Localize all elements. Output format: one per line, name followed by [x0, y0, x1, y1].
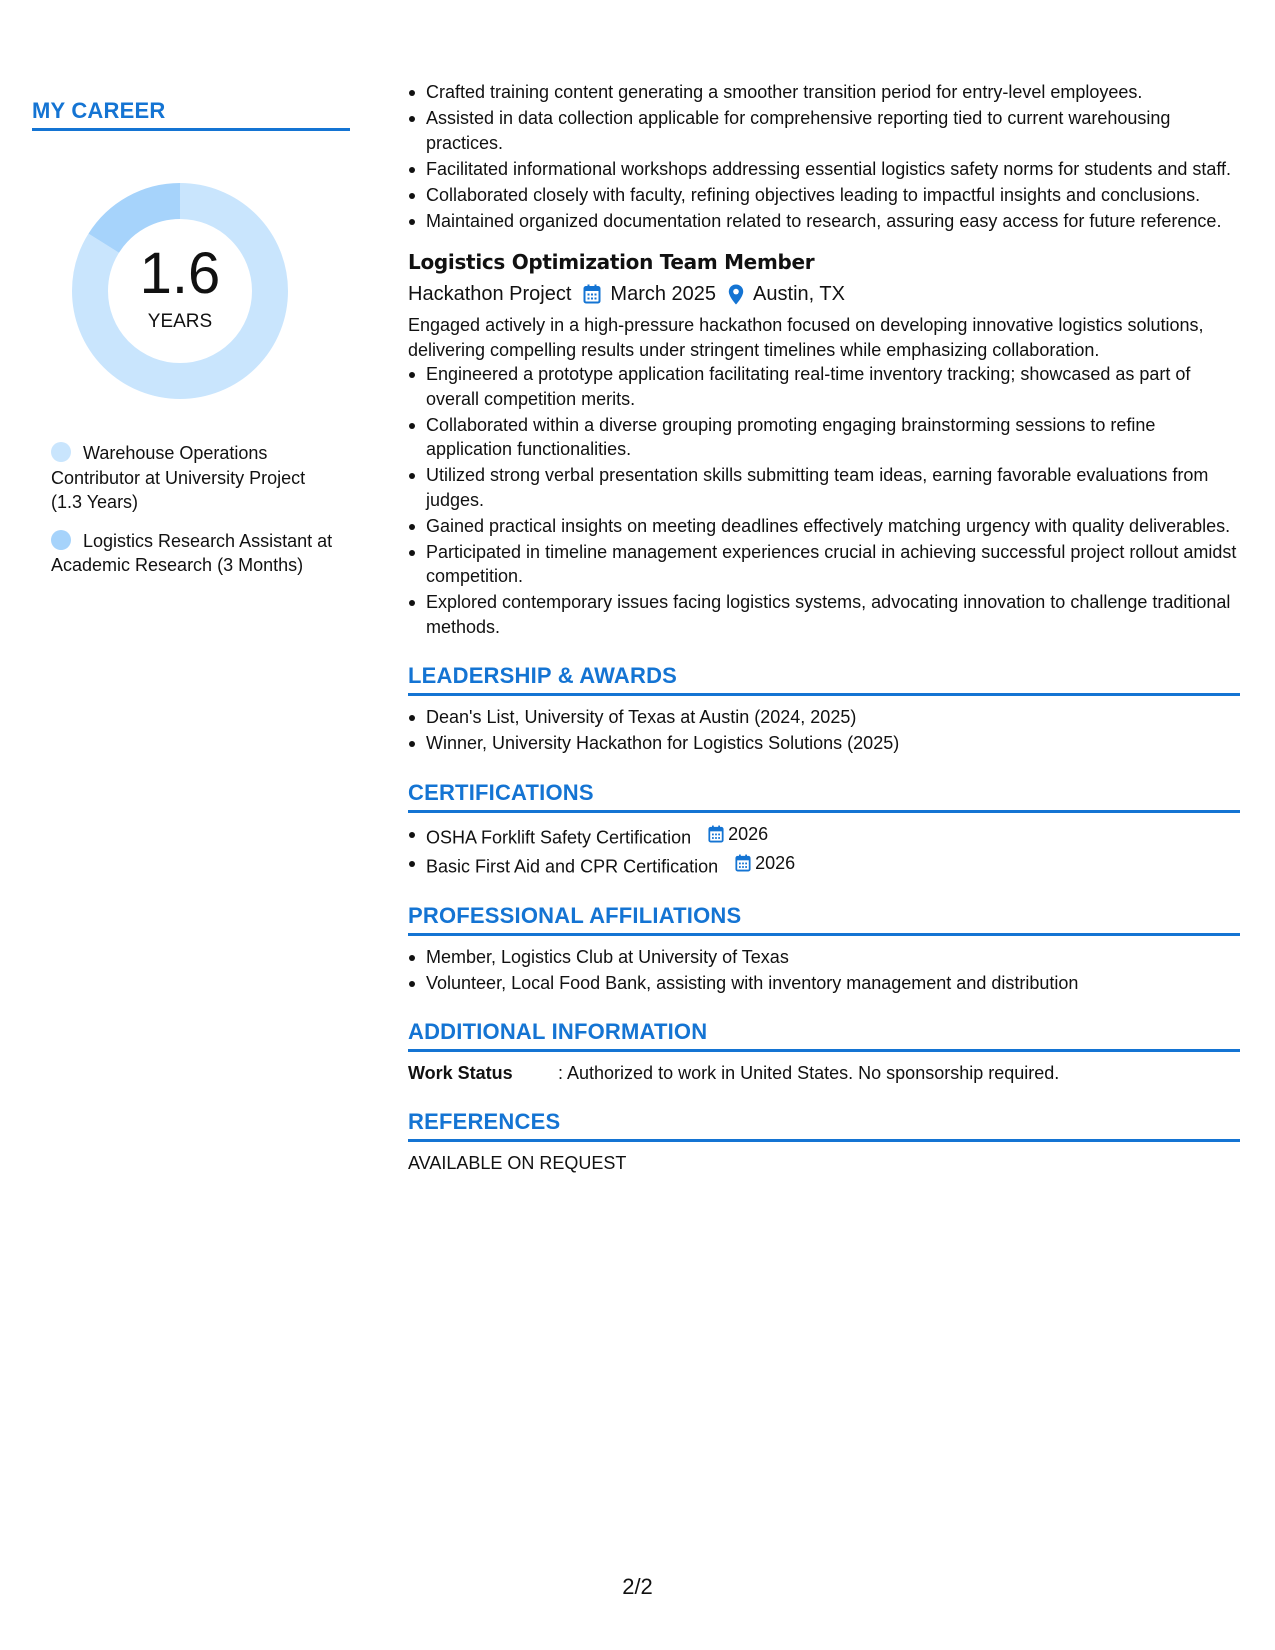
career-sidebar: [32, 98, 350, 592]
certifications-title: CERTIFICATIONS: [408, 780, 1240, 813]
legend-label: Warehouse Operations Contributor at University Project (1.3 Years): [51, 443, 306, 512]
job-location: Austin, TX: [753, 282, 845, 305]
additional-info-section: [408, 1019, 1240, 1085]
work-status-value: : Authorized to work in United States. No sponsorship required.: [558, 1063, 1060, 1083]
career-legend: [51, 441, 341, 578]
legend-item: [51, 529, 341, 578]
list-item: Utilized strong verbal presentation skills submitting team ideas, earning favorable evaluations from judges.: [408, 463, 1240, 512]
total-years-value: 1.6: [139, 241, 221, 306]
work-status-row: [408, 1061, 1240, 1085]
leadership-section: [408, 663, 1240, 756]
list-item: Explored contemporary issues facing logistics systems, advocating innovation to challenge traditional methods.: [408, 590, 1240, 639]
list-item: Volunteer, Local Food Bank, assisting with inventory management and distribution: [408, 971, 1240, 996]
main-content: [408, 80, 1240, 1175]
legend-dot: [51, 530, 71, 550]
cert-name: Basic First Aid and CPR Certification: [426, 856, 719, 876]
calendar-icon: [583, 284, 601, 304]
cert-year: 2026: [728, 823, 769, 844]
location-pin-icon: [728, 284, 744, 305]
certifications-section: [408, 780, 1240, 879]
job-company: Hackathon Project: [408, 282, 572, 305]
cert-name: OSHA Forklift Safety Certification: [426, 826, 692, 847]
references-text: AVAILABLE ON REQUEST: [408, 1153, 627, 1173]
page-number: 2/2: [622, 1574, 653, 1599]
list-item: Gained practical insights on meeting deadlines effectively matching urgency with quality deliverables.: [408, 514, 1240, 539]
calendar-icon: [708, 825, 724, 843]
job-description: Engaged actively in a high-pressure hackathon focused on developing innovative logistics solutions, delivering compelling results under stringent timelines while emphasizing collaboration.: [408, 315, 1204, 360]
references-section: [408, 1109, 1240, 1175]
list-item: [408, 822, 1240, 850]
legend-label: Logistics Research Assistant at Academic Research (3 Months): [51, 530, 333, 575]
job-bullets: [408, 362, 1240, 639]
job-title: Logistics Optimization Team Member: [408, 250, 815, 274]
list-item: Collaborated within a diverse grouping promoting engaging brainstorming sessions to refine application functionalities.: [408, 413, 1240, 462]
list-item: Facilitated informational workshops addressing essential logistics safety norms for students and staff.: [408, 157, 1240, 182]
list-item: Collaborated closely with faculty, refining objectives leading to impactful insights and conclusions.: [408, 183, 1240, 208]
list-item: [408, 851, 1240, 879]
legend-item: [51, 441, 341, 515]
list-item: Assisted in data collection applicable for comprehensive reporting tied to current warehousing practices.: [408, 106, 1240, 155]
calendar-icon: [735, 854, 751, 872]
list-item: Winner, University Hackathon for Logistics Solutions (2025): [408, 731, 1240, 756]
additional-info-title: ADDITIONAL INFORMATION: [408, 1019, 1240, 1052]
list-item: Maintained organized documentation related to research, assuring easy access for future reference.: [408, 209, 1240, 234]
total-years-unit: YEARS: [147, 311, 213, 332]
career-section-title: MY CAREER: [32, 98, 350, 131]
affiliations-title: PROFESSIONAL AFFILIATIONS: [408, 903, 1240, 936]
list-item: Member, Logistics Club at University of Texas: [408, 945, 1240, 970]
cert-year: 2026: [755, 852, 796, 873]
list-item: Engineered a prototype application facilitating real-time inventory tracking; showcased as part of overall competition merits.: [408, 362, 1240, 411]
legend-dot: [51, 442, 71, 462]
list-item: Crafted training content generating a smoother transition period for entry-level employees.: [408, 80, 1240, 105]
previous-job-bullets: [408, 80, 1240, 233]
career-donut-chart: [66, 177, 294, 405]
job-date: March 2025: [610, 282, 717, 305]
list-item: Dean's List, University of Texas at Austin (2024, 2025): [408, 705, 1240, 730]
job-meta: [408, 280, 1240, 308]
work-status-label: Work Status: [408, 1063, 513, 1083]
affiliations-section: [408, 903, 1240, 996]
references-title: REFERENCES: [408, 1109, 1240, 1142]
leadership-title: LEADERSHIP & AWARDS: [408, 663, 1240, 696]
list-item: Participated in timeline management experiences crucial in achieving successful project rollout amidst competition.: [408, 540, 1240, 589]
